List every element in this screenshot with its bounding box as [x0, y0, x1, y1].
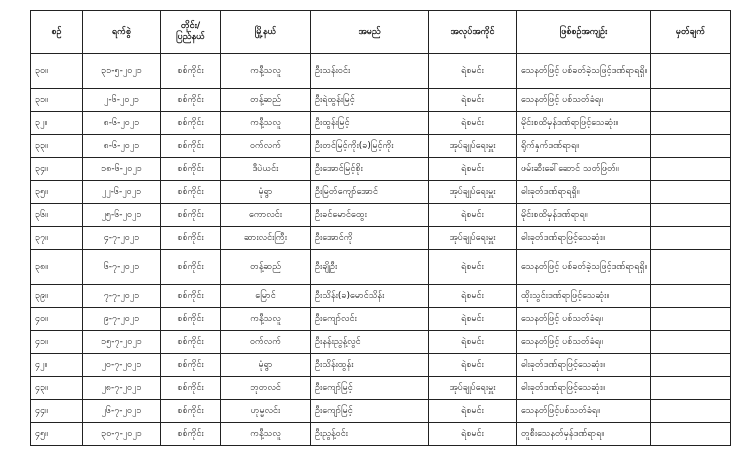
- cell-township: မုံရွာ: [221, 181, 311, 204]
- cell-name: ဦးချိုဦး: [311, 250, 429, 285]
- cell-cause: ဖမ်းဆီးခေါ်ဆောင် သတ်ဖြတ်။: [517, 158, 651, 181]
- header-cause: ဖြစ်စဉ်အကျဉ်း: [517, 11, 651, 54]
- cell-date: ၇-၇-၂၀၂၁: [83, 285, 161, 308]
- header-township: မြို့နယ်: [221, 11, 311, 54]
- cell-date: ၂၆-၇-၂၀၂၁: [83, 400, 161, 423]
- cell-date: ၆-၇-၂၀၂၁: [83, 250, 161, 285]
- cell-state: စစ်ကိုင်း: [161, 89, 221, 112]
- cell-no: ၃၉။: [31, 285, 83, 308]
- header-remark: မှတ်ချက်: [651, 11, 731, 54]
- cell-no: ၃၀။: [31, 54, 83, 89]
- cell-township: တန့်ဆည်: [221, 250, 311, 285]
- cell-name: ဦးခင်မောင်ထွေး: [311, 204, 429, 227]
- header-name: အမည်: [311, 11, 429, 54]
- cell-name: ဦးကျော်လင်း: [311, 308, 429, 331]
- cell-occupation: ရဲစမင်း: [429, 250, 517, 285]
- table-row: [31, 423, 731, 446]
- cell-occupation: ရဲစမင်း: [429, 158, 517, 181]
- cell-date: ၄-၇-၂၀၂၁: [83, 227, 161, 250]
- cell-state: စစ်ကိုင်း: [161, 250, 221, 285]
- cell-no: ၃၁။: [31, 89, 83, 112]
- cell-township: ဒီပဲယင်း: [221, 158, 311, 181]
- table-row: [31, 204, 731, 227]
- cell-no: ၃၄။: [31, 158, 83, 181]
- cell-occupation: ရဲစမင်း: [429, 423, 517, 446]
- cell-name: ဦးနန်းညွန့်လွင်: [311, 331, 429, 354]
- cell-date: ၂၈-၇-၂၀၂၁: [83, 377, 161, 400]
- cell-occupation: အုပ်ချုပ်ရေးမှူး: [429, 377, 517, 400]
- header-occupation: အလုပ်အကိုင်: [429, 11, 517, 54]
- cell-township: ဝက်လက်: [221, 135, 311, 158]
- cell-date: ၂-၆-၂၀၂၁: [83, 89, 161, 112]
- table-row: [31, 400, 731, 423]
- table-row: [31, 250, 731, 285]
- cell-no: ၃၂။: [31, 112, 83, 135]
- cell-remark: [651, 158, 731, 181]
- cell-township: ကနီ့သလူ: [221, 423, 311, 446]
- cell-township: ကနီ့သလူ: [221, 308, 311, 331]
- cell-state: စစ်ကိုင်း: [161, 400, 221, 423]
- cell-no: ၄၂။: [31, 354, 83, 377]
- cell-occupation: ရဲစမင်း: [429, 308, 517, 331]
- cell-no: ၃၈။: [31, 250, 83, 285]
- table-row: [31, 135, 731, 158]
- cell-state: စစ်ကိုင်း: [161, 204, 221, 227]
- cell-remark: [651, 204, 731, 227]
- table-header-row: [31, 11, 731, 54]
- cell-state: စစ်ကိုင်း: [161, 227, 221, 250]
- table-row: [31, 285, 731, 308]
- cell-remark: [651, 331, 731, 354]
- cell-cause: ဓါးခုတ်ဒဏ်ရာဖြင့်သေဆုံး။: [517, 377, 651, 400]
- cell-cause: သေနတ်ဖြင့် ပစ်ခတ်ခဲ့သဖြင့်ဒဏ်ရာရရှိ။: [517, 54, 651, 89]
- cell-remark: [651, 181, 731, 204]
- table-row: [31, 54, 731, 89]
- header-state: တိုင်း/ ပြည်နယ်: [161, 11, 221, 54]
- cell-remark: [651, 354, 731, 377]
- cell-cause: တူစီးသေနတ်မှန်ဒဏ်ရာရ။: [517, 423, 651, 446]
- cell-state: စစ်ကိုင်း: [161, 285, 221, 308]
- cell-date: ၉-၇-၂၀၂၁: [83, 308, 161, 331]
- cell-no: ၃၇။: [31, 227, 83, 250]
- cell-date: ၈-၆-၂၀၂၁: [83, 112, 161, 135]
- cell-cause: ရိုက်နှက်ဒဏ်ရာရ။: [517, 135, 651, 158]
- table-row: [31, 112, 731, 135]
- cell-remark: [651, 135, 731, 158]
- cell-state: စစ်ကိုင်း: [161, 377, 221, 400]
- cell-state: စစ်ကိုင်း: [161, 181, 221, 204]
- cell-name: ဦးထွန်းမြင့်: [311, 112, 429, 135]
- cell-occupation: ရဲစမင်း: [429, 89, 517, 112]
- cell-state: စစ်ကိုင်း: [161, 354, 221, 377]
- table-row: [31, 227, 731, 250]
- cell-cause: သေနတ်ဖြင့် ပစ်သတ်ခံရ။: [517, 331, 651, 354]
- cell-date: ၁၅-၇-၂၀၂၁: [83, 331, 161, 354]
- incident-table: [30, 10, 731, 446]
- cell-remark: [651, 250, 731, 285]
- cell-occupation: ရဲစမင်း: [429, 204, 517, 227]
- cell-occupation: ရဲစမင်း: [429, 331, 517, 354]
- cell-no: ၃၆။: [31, 204, 83, 227]
- cell-date: ၁၈-၆-၂၀၂၁: [83, 158, 161, 181]
- cell-no: ၃၅။: [31, 181, 83, 204]
- header-date: ရက်စွဲ: [83, 11, 161, 54]
- cell-township: ကောလင်း: [221, 204, 311, 227]
- cell-cause: သေနတ်ဖြင့် ပစ်သတ်ခံရ။: [517, 308, 651, 331]
- cell-occupation: အုပ်ချုပ်ရေးမှူး: [429, 135, 517, 158]
- cell-date: ၂၀-၇-၂၀၂၁: [83, 354, 161, 377]
- cell-occupation: အုပ်ချုပ်ရေးမှူး: [429, 181, 517, 204]
- cell-name: ဦးကျော်မြင့်: [311, 400, 429, 423]
- cell-remark: [651, 423, 731, 446]
- cell-name: ဦးသိန်းထွန်း: [311, 354, 429, 377]
- cell-name: ဦးညွန့်ဝင်း: [311, 423, 429, 446]
- cell-remark: [651, 400, 731, 423]
- table-row: [31, 377, 731, 400]
- cell-no: ၄၁။: [31, 331, 83, 354]
- cell-cause: မိုင်းစထိမှန်ဒဏ်ရာရ။: [517, 204, 651, 227]
- cell-township: ဘုတလင်: [221, 377, 311, 400]
- cell-cause: သေနတ်ဖြင့် ပစ်သတ်ခံရ။: [517, 89, 651, 112]
- cell-date: ၂၂-၆-၂၀၂၁: [83, 181, 161, 204]
- cell-no: ၄၃။: [31, 377, 83, 400]
- cell-cause: ဓါးခုတ်ဒဏ်ရာဖြင့်သေဆုံး။: [517, 354, 651, 377]
- cell-name: ဦးအောင်ကို: [311, 227, 429, 250]
- cell-cause: ဓါးခုတ်ဒဏ်ရာရရှိ။: [517, 181, 651, 204]
- cell-occupation: ရဲစမင်း: [429, 112, 517, 135]
- cell-name: ဦးအောင်မြင့်စိုး: [311, 158, 429, 181]
- cell-remark: [651, 112, 731, 135]
- cell-township: မုံရွာ: [221, 354, 311, 377]
- cell-occupation: အုပ်ချုပ်ရေးမှူး: [429, 227, 517, 250]
- cell-state: စစ်ကိုင်း: [161, 54, 221, 89]
- cell-remark: [651, 285, 731, 308]
- cell-state: စစ်ကိုင်း: [161, 135, 221, 158]
- cell-name: ဦးတင်မြင့်ကိုး(ခ)မြင့်ကိုး: [311, 135, 429, 158]
- cell-township: တန့်ဆည်: [221, 89, 311, 112]
- cell-no: ၄၅။: [31, 423, 83, 446]
- cell-state: စစ်ကိုင်း: [161, 308, 221, 331]
- header-no: စဉ်: [31, 11, 83, 54]
- cell-occupation: ရဲစမင်း: [429, 400, 517, 423]
- table-body: [31, 54, 731, 446]
- cell-township: ဆားလင်းကြီး: [221, 227, 311, 250]
- cell-date: ၃၁-၅-၂၀၂၁: [83, 54, 161, 89]
- cell-state: စစ်ကိုင်း: [161, 112, 221, 135]
- table-row: [31, 158, 731, 181]
- cell-date: ၂၅-၆-၂၀၂၁: [83, 204, 161, 227]
- cell-state: စစ်ကိုင်း: [161, 331, 221, 354]
- cell-remark: [651, 308, 731, 331]
- cell-name: ဦးရဲထွန်းမြင့်: [311, 89, 429, 112]
- cell-cause: ထိုးသွင်းဒဏ်ရာဖြင့်သေဆုံး။: [517, 285, 651, 308]
- cell-date: ၈-၆-၂၀၂၁: [83, 135, 161, 158]
- table-row: [31, 308, 731, 331]
- cell-remark: [651, 89, 731, 112]
- cell-remark: [651, 227, 731, 250]
- cell-no: ၄၀။: [31, 308, 83, 331]
- cell-cause: သေနတ်ဖြင့် ပစ်ခတ်ခဲ့သဖြင့်ဒဏ်ရာရရှိ။: [517, 250, 651, 285]
- cell-remark: [651, 377, 731, 400]
- cell-occupation: ရဲစမင်း: [429, 285, 517, 308]
- cell-township: ကနီ့သလူ: [221, 112, 311, 135]
- cell-township: ကနီ့သလူ: [221, 54, 311, 89]
- cell-name: ဦးကျော်မြင့်: [311, 377, 429, 400]
- table-row: [31, 331, 731, 354]
- cell-name: ဦးမြတ်ကျော်အောင်: [311, 181, 429, 204]
- cell-date: ၃၀-၇-၂၀၂၁: [83, 423, 161, 446]
- cell-remark: [651, 54, 731, 89]
- cell-township: ဝက်လက်: [221, 331, 311, 354]
- table-row: [31, 181, 731, 204]
- cell-township: ဟုမ္မလင်း: [221, 400, 311, 423]
- cell-no: ၄၄။: [31, 400, 83, 423]
- cell-no: ၃၃။: [31, 135, 83, 158]
- table-row: [31, 89, 731, 112]
- cell-cause: ဓါးခုတ်ဒဏ်ရာဖြင့်သေဆုံး။: [517, 227, 651, 250]
- cell-name: ဦးသိန်း(ခ)မောင်သိန်း: [311, 285, 429, 308]
- cell-state: စစ်ကိုင်း: [161, 158, 221, 181]
- cell-name: ဦးသန်းဝင်း: [311, 54, 429, 89]
- cell-township: မြောင်: [221, 285, 311, 308]
- table-row: [31, 354, 731, 377]
- cell-cause: သေနတ်ဖြင့်ပစ်သတ်ခံရ။: [517, 400, 651, 423]
- cell-cause: မိုင်းစထိမှန်ဒဏ်ရာဖြင့်သေဆုံး။: [517, 112, 651, 135]
- cell-state: စစ်ကိုင်း: [161, 423, 221, 446]
- cell-occupation: ရဲစမင်း: [429, 54, 517, 89]
- cell-occupation: ရဲစမင်း: [429, 354, 517, 377]
